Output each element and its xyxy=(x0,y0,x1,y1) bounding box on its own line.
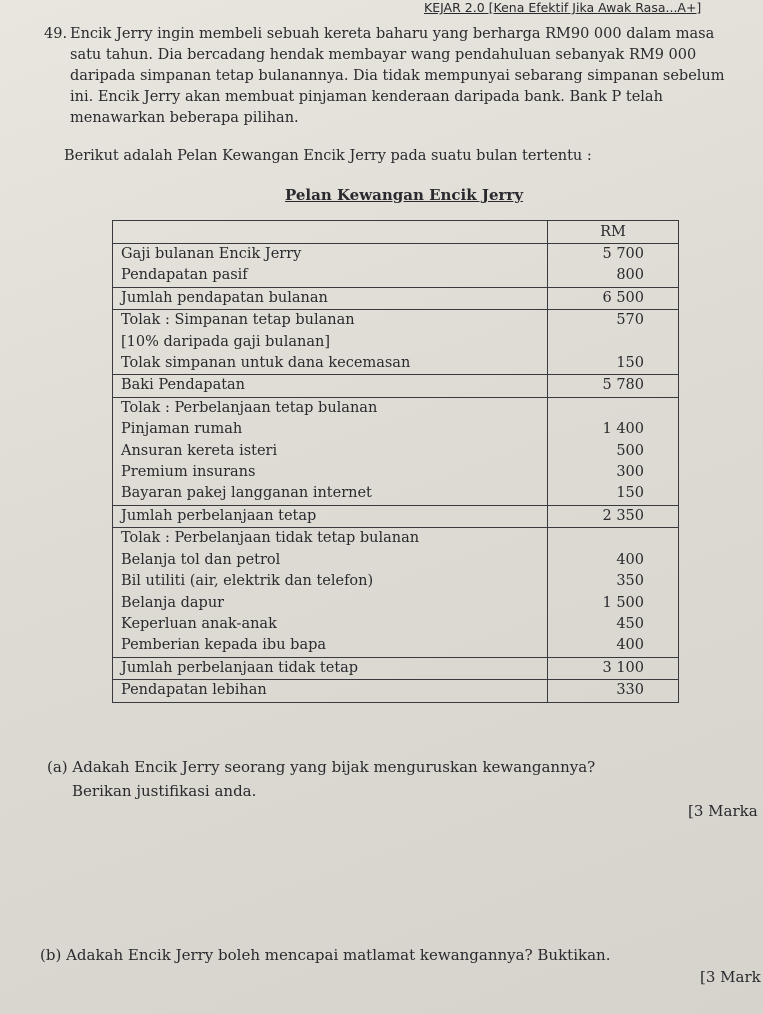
table-row xyxy=(113,375,679,397)
row-label-cell xyxy=(113,310,548,375)
table-row xyxy=(113,397,679,505)
row-amount-cell xyxy=(548,505,679,527)
row-label-cell xyxy=(113,657,548,679)
row-amount: 500 xyxy=(616,442,644,459)
row-amount-cell xyxy=(548,657,679,679)
row-label: Pendapatan pasif xyxy=(121,267,248,284)
header-title: KEJAR 2.0 [Kena Efektif Jika Awak Rasa...A+] xyxy=(424,0,702,15)
row-amount xyxy=(556,528,644,549)
table-row xyxy=(113,680,679,702)
row-label: Jumlah perbelanjaan tidak tetap xyxy=(121,659,359,676)
label-header xyxy=(113,221,548,244)
table-header-row xyxy=(113,221,679,244)
row-label: Pendapatan lebihan xyxy=(121,682,267,699)
row-amount: 150 xyxy=(616,485,644,502)
row-amount-cell xyxy=(548,375,679,397)
part-a-marks: [3 Marka xyxy=(688,802,758,820)
table-row xyxy=(113,244,679,288)
row-amount: 450 xyxy=(616,615,644,632)
row-label: Gaji bulanan Encik Jerry xyxy=(121,246,302,262)
row-amount: 300 xyxy=(616,464,644,481)
row-amount-cell xyxy=(548,244,679,288)
part-b-marks: [3 Mark xyxy=(700,968,761,986)
question-line: ini. Encik Jerry akan membuat pinjaman kenderaan daripada bank. Bank P telah xyxy=(70,89,663,105)
table-intro: Berikut adalah Pelan Kewangan Encik Jerry pada suatu bulan tertentu : xyxy=(64,148,592,164)
row-label: Bil utiliti (air, elektrik dan telefon) xyxy=(121,573,374,590)
row-amount xyxy=(556,332,644,353)
table-row xyxy=(113,310,679,375)
row-label: Belanja dapur xyxy=(121,594,225,611)
row-amount: 570 xyxy=(616,312,644,329)
row-label: Pemberian kepada ibu bapa xyxy=(121,637,327,654)
row-label: Tolak : Perbelanjaan tidak tetap bulanan xyxy=(121,530,420,547)
row-label: Tolak simpanan untuk dana kecemasan xyxy=(121,355,411,372)
currency-header: RM xyxy=(548,221,679,244)
row-amount: 400 xyxy=(616,637,644,654)
row-amount: 350 xyxy=(616,573,644,590)
row-label: Premium insurans xyxy=(121,464,256,481)
row-amount-cell xyxy=(548,310,679,375)
row-amount: 400 xyxy=(616,551,644,568)
row-amount: 3 100 xyxy=(602,659,644,676)
row-label-cell xyxy=(113,375,548,397)
part-a-instruction: Berikan justifikasi anda. xyxy=(72,782,257,800)
row-amount-cell xyxy=(548,397,679,505)
table-title: Pelan Kewangan Encik Jerry xyxy=(285,186,524,204)
part-a-question: (a) Adakah Encik Jerry seorang yang bijak menguruskan kewangannya? xyxy=(47,758,596,776)
financial-plan-table xyxy=(112,220,679,703)
row-label: Jumlah pendapatan bulanan xyxy=(121,289,328,306)
question-line: daripada simpanan tetap bulanannya. Dia tidak mempunyai sebarang simpanan sebelum xyxy=(70,68,725,84)
row-label-cell xyxy=(113,680,548,702)
row-label: Jumlah perbelanjaan tetap xyxy=(121,507,317,524)
table-row xyxy=(113,657,679,679)
row-label-cell xyxy=(113,505,548,527)
row-amount: 150 xyxy=(616,355,644,372)
row-label-cell xyxy=(113,287,548,309)
question-line: Encik Jerry ingin membeli sebuah kereta baharu yang berharga RM90 000 dalam masa xyxy=(70,26,715,42)
row-label: Tolak : Perbelanjaan tetap bulanan xyxy=(121,399,378,416)
row-amount: 800 xyxy=(616,267,644,284)
table-row xyxy=(113,505,679,527)
row-amount-cell xyxy=(548,528,679,657)
row-amount: 1 400 xyxy=(602,421,644,438)
part-b-question: (b) Adakah Encik Jerry boleh mencapai matlamat kewangannya? Buktikan. xyxy=(40,946,611,964)
row-label-cell xyxy=(113,528,548,657)
row-amount-cell xyxy=(548,680,679,702)
table-body xyxy=(113,244,679,703)
question-number: 49. xyxy=(44,26,68,42)
table-row xyxy=(113,287,679,309)
row-label: Bayaran pakej langganan internet xyxy=(121,485,372,502)
row-label: Keperluan anak-anak xyxy=(121,615,277,632)
row-amount: 5 700 xyxy=(602,246,644,262)
row-amount: 330 xyxy=(616,682,644,699)
table-row xyxy=(113,528,679,657)
row-amount xyxy=(556,398,644,419)
row-amount-cell xyxy=(548,287,679,309)
row-amount: 1 500 xyxy=(602,594,644,611)
row-amount: 5 780 xyxy=(602,377,644,394)
row-label: Pinjaman rumah xyxy=(121,421,243,438)
row-label: Tolak : Simpanan tetap bulanan xyxy=(121,312,355,329)
question-line: menawarkan beberapa pilihan. xyxy=(70,110,299,126)
row-label: Belanja tol dan petrol xyxy=(121,551,281,568)
row-label: Ansuran kereta isteri xyxy=(121,442,278,459)
row-amount: 6 500 xyxy=(602,289,644,306)
row-label-cell xyxy=(113,244,548,288)
row-amount: 2 350 xyxy=(602,507,644,524)
question-line: satu tahun. Dia bercadang hendak membayar wang pendahuluan sebanyak RM9 000 xyxy=(70,47,697,63)
row-label: [10% daripada gaji bulanan] xyxy=(121,333,331,350)
row-label-cell xyxy=(113,397,548,505)
row-label: Baki Pendapatan xyxy=(121,377,246,394)
